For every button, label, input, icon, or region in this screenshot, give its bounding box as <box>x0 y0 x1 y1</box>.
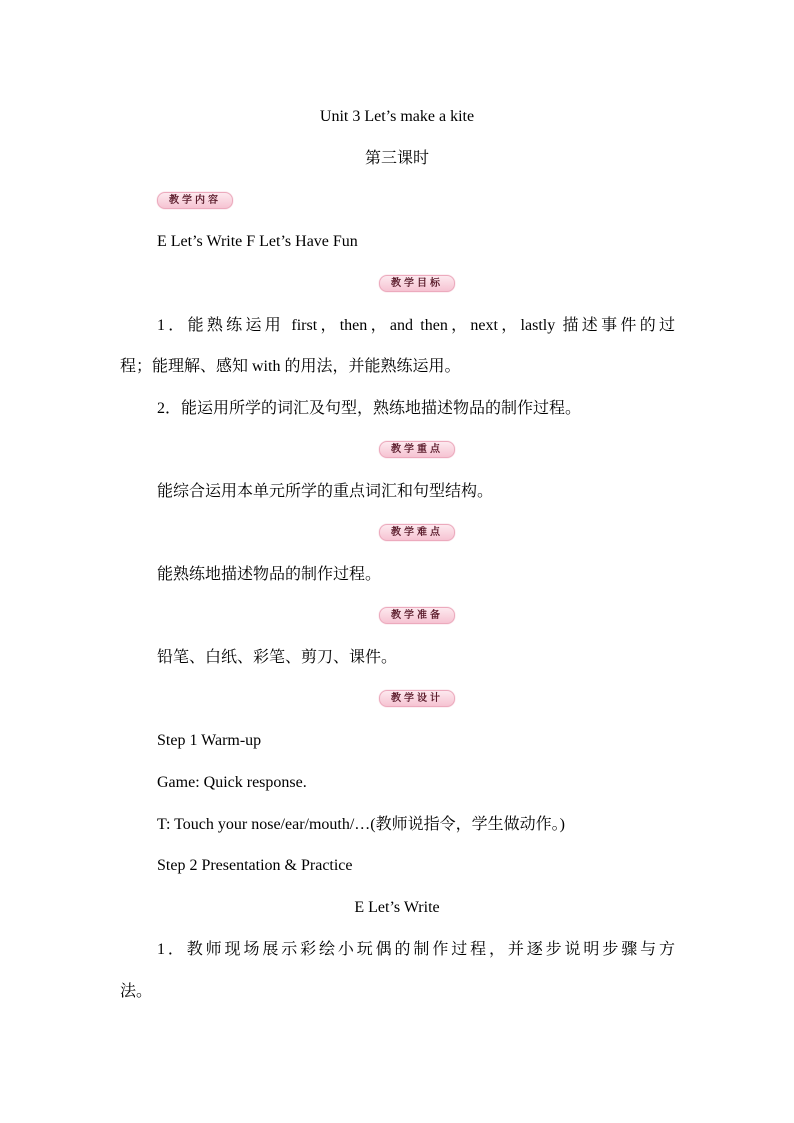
key-text: 能综合运用本单元所学的重点词汇和句型结构。 <box>157 483 494 500</box>
goal1-line2: 程；能理解、感知 with 的用法，并能熟练运用。 <box>120 358 461 375</box>
step1-heading: Step 1 Warm-up <box>157 732 262 749</box>
step2-heading: Step 2 Presentation & Practice <box>157 857 353 874</box>
teacher-instruction: T: Touch your nose/ear/mouth/…(教师说指令，学生做动作。) <box>157 816 565 833</box>
difficult-text: 能熟练地描述物品的制作过程。 <box>157 566 382 583</box>
section-badge-difficult: 教学难点 <box>379 524 455 541</box>
section-badge-key: 教学重点 <box>379 441 455 458</box>
section-badge-prep: 教学准备 <box>379 607 455 624</box>
prep-text: 铅笔、白纸、彩笔、剪刀、课件。 <box>157 649 398 666</box>
page-title: Unit 3 Let’s make a kite <box>319 108 475 125</box>
content-text: E Let’s Write F Let’s Have Fun <box>157 233 358 250</box>
lesson-subtitle: 第三课时 <box>364 150 429 167</box>
section-badge-content: 教学内容 <box>157 192 233 209</box>
goal1-line1: 1．能熟练运用 first，then，and then，next，lastly 描述事件的过 <box>157 317 675 334</box>
e-write-heading: E Let’s Write <box>354 899 440 916</box>
section-badge-goals: 教学目标 <box>379 275 455 292</box>
goal2-text: 2．能运用所学的词汇及句型，熟练地描述物品的制作过程。 <box>157 400 582 417</box>
item1-line1: 1．教师现场展示彩绘小玩偶的制作过程，并逐步说明步骤与方 <box>157 941 675 958</box>
item1-line2: 法。 <box>120 983 153 1000</box>
game-text: Game: Quick response. <box>157 774 307 791</box>
section-badge-design: 教学设计 <box>379 690 455 707</box>
